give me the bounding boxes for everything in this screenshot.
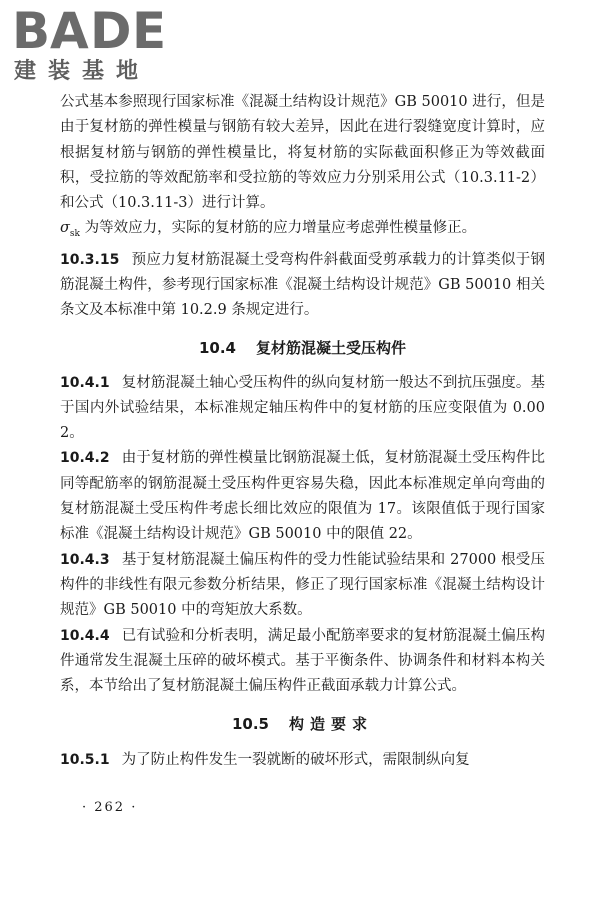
paragraph-sigma: $\sigma_{sk}$ 为等效应力，实际的复材筋的应力增量应考虑弹性模量修正。: [60, 220, 477, 240]
logo-wordmark: B A D E: [12, 2, 166, 60]
clause-10-5-1: 10.5.1 为了防止构件发生一裂就断的破坏形式，需限制纵向复: [60, 752, 470, 769]
clause-10-4-3: 10.4.3 基于复材筋混凝土偏压构件的受力性能试验结果和 27000 根受压构件的非线性有限元参数分析结果，修正了现行国家标准《混凝土结构设计规范》GB 50010 中的弯矩放大系数。: [60, 551, 545, 619]
section-heading-10-4: 10.4 复材筋混凝土受压构件: [198, 338, 407, 357]
clause-10-4-1: 10.4.1 复材筋混凝土轴心受压构件的纵向复材筋一般达不到抗压强度。基于国内外试验结果，本标准规定轴压构件中的复材筋的压应变限值为 0.002。: [60, 374, 545, 442]
clause-number: 10.5.1: [60, 752, 110, 769]
document-body: [60, 90, 545, 774]
paragraph-crack-width: 公式基本参照现行国家标准《混凝土结构设计规范》GB 50010 进行，但是由于复材筋的弹性模量与钢筋有较大差异，因此在进行裂缝宽度计算时，应根据复材筋与钢筋的弹性模量比，将复材筋的实际截面积修正为等效截面积，受拉筋的等效配筋率和受拉筋的等效应力分别采用公式（10.3.11-2）和公式（10.3.11-3）进行计算。: [60, 94, 545, 212]
logo-subtitle: 建装基地: [14, 59, 151, 84]
clause-number: 10.4.3: [60, 551, 110, 568]
section-heading-10-5: 10.5 构造要求: [231, 715, 374, 734]
clause-number: 10.3.15: [60, 251, 120, 268]
bade-logo: [12, 2, 177, 86]
clause-number: 10.4.4: [60, 627, 110, 644]
clause-number: 10.4.1: [60, 374, 110, 391]
clause-number: 10.4.2: [60, 450, 110, 467]
clause-10-4-2: 10.4.2 由于复材筋的弹性模量比钢筋混凝土低，复材筋混凝土受压构件比同等配筋率的钢筋混凝土受压构件更容易失稳，因此本标准规定单向弯曲的复材筋混凝土受压构件考虑长细比效应的限值为 17。该限值低于现行国家标准《混凝土结构设计规范》GB 50010 中的限值 22。: [60, 450, 545, 543]
clause-10-3-15: 10.3.15 预应力复材筋混凝土受弯构件斜截面受剪承载力的计算类似于钢筋混凝土构件，参考现行国家标准《混凝土结构设计规范》GB 50010 相关条文及本标准中第 10.2.9 条规定进行。: [60, 251, 545, 319]
sigma-symbol: $\sigma_{sk}$: [60, 220, 80, 240]
page-number: · 262 ·: [82, 800, 138, 815]
clause-10-4-4: 10.4.4 已有试验和分析表明，满足最小配筋率要求的复材筋混凝土偏压构件通常发生混凝土压碎的破坏模式。基于平衡条件、协调条件和材料本构关系，本节给出了复材筋混凝土偏压构件正截面承载力计算公式。: [60, 627, 545, 695]
